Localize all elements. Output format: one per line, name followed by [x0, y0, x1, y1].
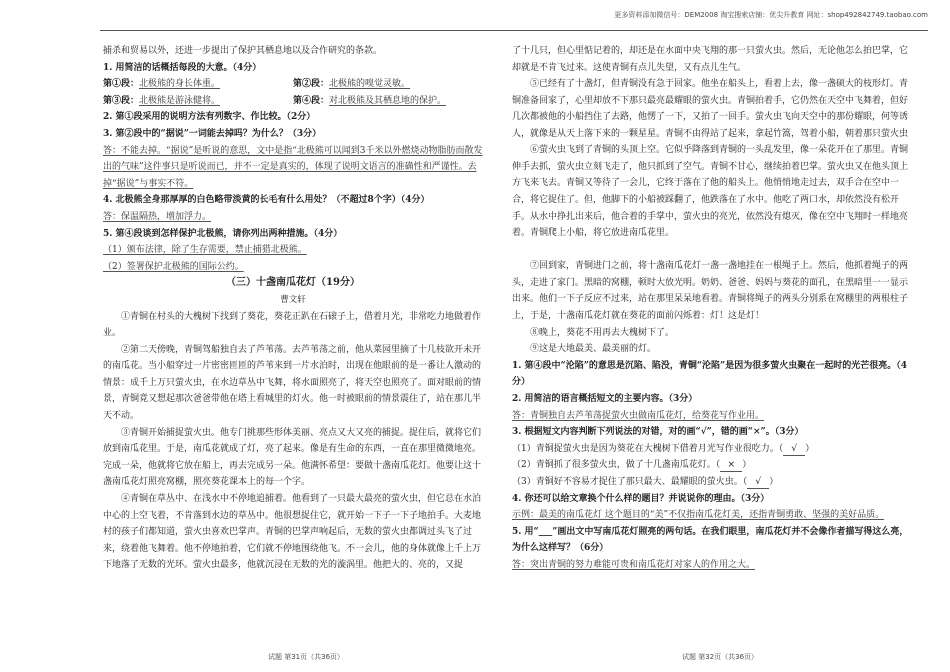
q1-answer-1: 第①段：北极熊的身长体重。	[103, 79, 221, 90]
header-rule	[100, 30, 928, 31]
story-para-6: ⑥萤火虫飞到了青铜的头顶上空。它似乎降落到青铜的一头乱发里，像一朵花开在了那里。青铜伸手去抓，萤火虫立刻飞走了，他只抓到了空气。青铜不甘心，继续拍着巴掌。萤火虫又在他头顶上方飞来飞去。青铜又等待了一会儿，它终于落在了他的船头上。他悄悄地走过去，双手合在空中一合，将它捉住了。但，他脚下的小船被踩翻了，他跌落在了水中。他吃了两口水，却依然没有松开手。从水中挣扎出来后，他合着的手掌中，萤火虫的亮光，依然没有熄灭，像在空中飞翔时一样地亮着。青铜爬上小船，将它放进南瓜花里。	[512, 145, 909, 239]
story-para-3: ③青铜开始捕捉萤火虫。他专门挑那些形体美丽、亮点又大又亮的捕捉。捉住后，就将它们放到南瓜花里。于是，南瓜花就成了灯，亮了起来。像是有生命的东西，一直在那里微微地亮。完成一朵，他就将它放在船上，再去完成另一朵。他满怀希望：要做十盏南瓜花灯。他要让这十盏南瓜花灯照亮窝棚，照亮葵花课本上的每一个字。	[103, 427, 482, 488]
right-column	[512, 43, 910, 573]
story-para-4: ④青铜在草丛中、在浅水中不停地追捕着。他看到了一只最大最亮的萤火虫，但它总在水泊中心的上空飞着，不肯落到水边的草丛中。他很想捉住它，就开始一下子一下子地拍手。大麦地村的孩子们都知道，萤火虫喜欢巴掌声。青铜的巴掌声响起后，无数的萤火虫都调过头飞了过来，绕着他飞舞着。他不停地拍着，它们就不停地围绕他飞。不一会儿，他的身体就像上千上万	[103, 494, 482, 554]
r-q3-item-3: （3）青铜好不容易才捉住了那只最大、最耀眼的萤火虫。（ √ ）	[512, 476, 779, 487]
r-question-1: 1. 第④段中“沦陷”的意思是沉陷、陷没，青铜“沦陷”是因为很多萤火虫聚在一起时的光芒很亮。（4分）	[512, 360, 908, 388]
story-para-5: ⑤已经有了十盏灯，但青铜没有急于回家。他坐在船头上，看着上去，像一盏硕大的枝形灯。青铜准备回家了，心里却放不下那只最亮最耀眼的萤火虫。青铜拍着手，它仍然在天空中飞舞着，但好几次都被他的小船挡住了去路，他愣了一下，又拍了一回手。萤火虫飞向天空中的那份耀眼，何等诱人，就像是从天上落下来的一颗星星。青铜不由得站了起来，拿起竹篙，驾着小船，朝着那只萤火虫	[512, 79, 909, 139]
q3-answer: 答：不能去掉。“据说”是听说的意思，文中是指“北极熊可以闻到3千米以外燃烧动物脂肪而散发出的气味”这件事只是听说而已，并不一定是真实的，体现了说明文语言的准确性和严谨性。去掉“据说”与事实不符。	[103, 145, 483, 189]
r-question-2: 2. 用简洁的语言概括短文的主要内容。（3分）	[512, 393, 698, 404]
story-para-2: ②第二天傍晚，青铜驾船独自去了芦苇荡。去芦苇荡之前，他从菜园里摘了十几枝欲开未开的南瓜花。当小船穿过一片密密匝匝的芦苇来到一片水泊时，出现在他眼前的是一番让人激动的情景：成千上万只萤火虫，在水边草丛中飞舞，将水面照亮了，将天空也照亮了。面对眼前的情景，青铜竟又想起那次爸爸带他在塔上看城里的灯火。他一时被眼前的情景震住了，站在那儿半天不动。	[103, 344, 482, 422]
question-4: 4. 北极熊全身那厚厚的白色略带淡黄的长毛有什么用处？（不超过8个字）（4分）	[103, 195, 430, 206]
footer-left: 试题 第31页（共36页）	[268, 653, 345, 661]
story-para-1: ①青铜在村头的大槐树下找到了葵花，葵花正趴在石磙子上，借着月光，非常吃力地做着作业。	[103, 311, 482, 339]
story-para-4-cont: 了十几只，但心里惦记着的，却还是在水面中央飞翔的那一只萤火虫。然后，无论他怎么拍巴掌，它却就是不肯飞过来。这使青铜有点儿失望，又有点儿生气。	[512, 46, 909, 73]
q4-answer: 答：保温隔热，增加浮力。	[103, 211, 212, 222]
r-question-3: 3. 根据短文内容判断下列说法的对错，对的画“√”，错的画“×”。（3分）	[512, 427, 804, 438]
page-header: 更多资料添加微信号：DEM2008 淘宝搜索店铺：优尖升教育 网址：shop492842749.taobao.com	[614, 11, 928, 19]
left-column	[103, 43, 483, 574]
r-question-5: 5. 用“___”画出文中写南瓜花灯照亮的两句话。在我们眼里，南瓜花灯并不会像作者描写得这么亮，为什么这样写？（6分）	[512, 526, 909, 554]
r-q3-item-1: （1）青铜捉萤火虫是因为葵花在大槐树下借着月光写作业很吃力。（ √ ）	[512, 443, 815, 454]
question-2: 2. 第①段采用的说明方法有列数字、作比较。（2分）	[103, 112, 316, 123]
r-question-4: 4. 你还可以给文章换个什么样的题目？并说说你的理由。（3分）	[512, 493, 770, 504]
intro-line: 捕杀和贸易以外，还进一步提出了保护其栖息地以及合作研究的条款。	[103, 46, 383, 56]
r-q5-answer: 答：突出青铜的努力难能可贵和南瓜花灯对家人的作用之大。	[512, 559, 756, 570]
footer-right: 试题 第32页（共36页）	[682, 653, 759, 661]
story-author: 曹文轩	[280, 294, 306, 305]
question-5: 5. 第④段谈到怎样保护北极熊，请你列出两种措施。（4分）	[103, 228, 343, 239]
question-1: 1. 用简洁的话概括每段的大意。（4分）	[103, 62, 262, 73]
q1-answer-2: 第②段：北极熊的嗅觉灵敏。	[293, 79, 411, 90]
story-para-8: ⑧晚上，葵花不用再去大槐树下了。	[530, 327, 675, 338]
story-title: （三）十盏南瓜花灯（19分）	[226, 277, 360, 289]
q5-answer-1: （1）颁布法律，除了生存需要，禁止捕猎北极熊。	[103, 245, 307, 256]
r-q4-answer: 示例：最美的南瓜花灯 这个题目的“美”不仅指南瓜花灯美，还指青铜勇敢、坚强的美好品质。	[512, 510, 885, 521]
q5-answer-2: （2）签署保护北极熊的国际公约。	[103, 261, 244, 272]
q1-answer-4: 第④段：对北极熊及其栖息地的保护。	[293, 95, 447, 106]
story-para-9: ⑨这是大地最美、最美丽的灯。	[530, 344, 657, 355]
r-q2-answer: 答：青铜独自去芦苇荡捉萤火虫做南瓜花灯，给葵花写作业用。	[512, 410, 765, 421]
question-3: 3. 第②段中的“据说”一词能去掉吗？为什么？（3分）	[103, 128, 322, 139]
story-para-4-tail: 下地落了无数的光环。萤火虫最多，他就沉浸在无数的光的漩涡里。他把大的、亮的，又捉	[103, 560, 464, 571]
q1-answer-3: 第③段：北极熊是游泳健将。	[103, 95, 221, 106]
story-para-7: ⑦回到家，青铜进门之前，将十盏南瓜花灯一盏一盏地挂在一根绳子上。然后，他抓着绳子的两头，走进了家门。黑暗的窝棚，顿时大放光明。奶奶、爸爸、妈妈与葵花的面孔，在黑暗里一一显示出来。他们一下子反应不过来，站在那里呆呆地看着。青铜将绳子的两头分别系在窝棚里的两根柱子上，于是，十盏南瓜花灯就在葵花的面前闪烁着：灯！这是灯！	[512, 261, 909, 321]
r-q3-item-2: （2）青铜抓了很多萤火虫，做了十几盏南瓜花灯。（ × ）	[512, 460, 752, 471]
q1-answer-grid	[103, 76, 483, 109]
